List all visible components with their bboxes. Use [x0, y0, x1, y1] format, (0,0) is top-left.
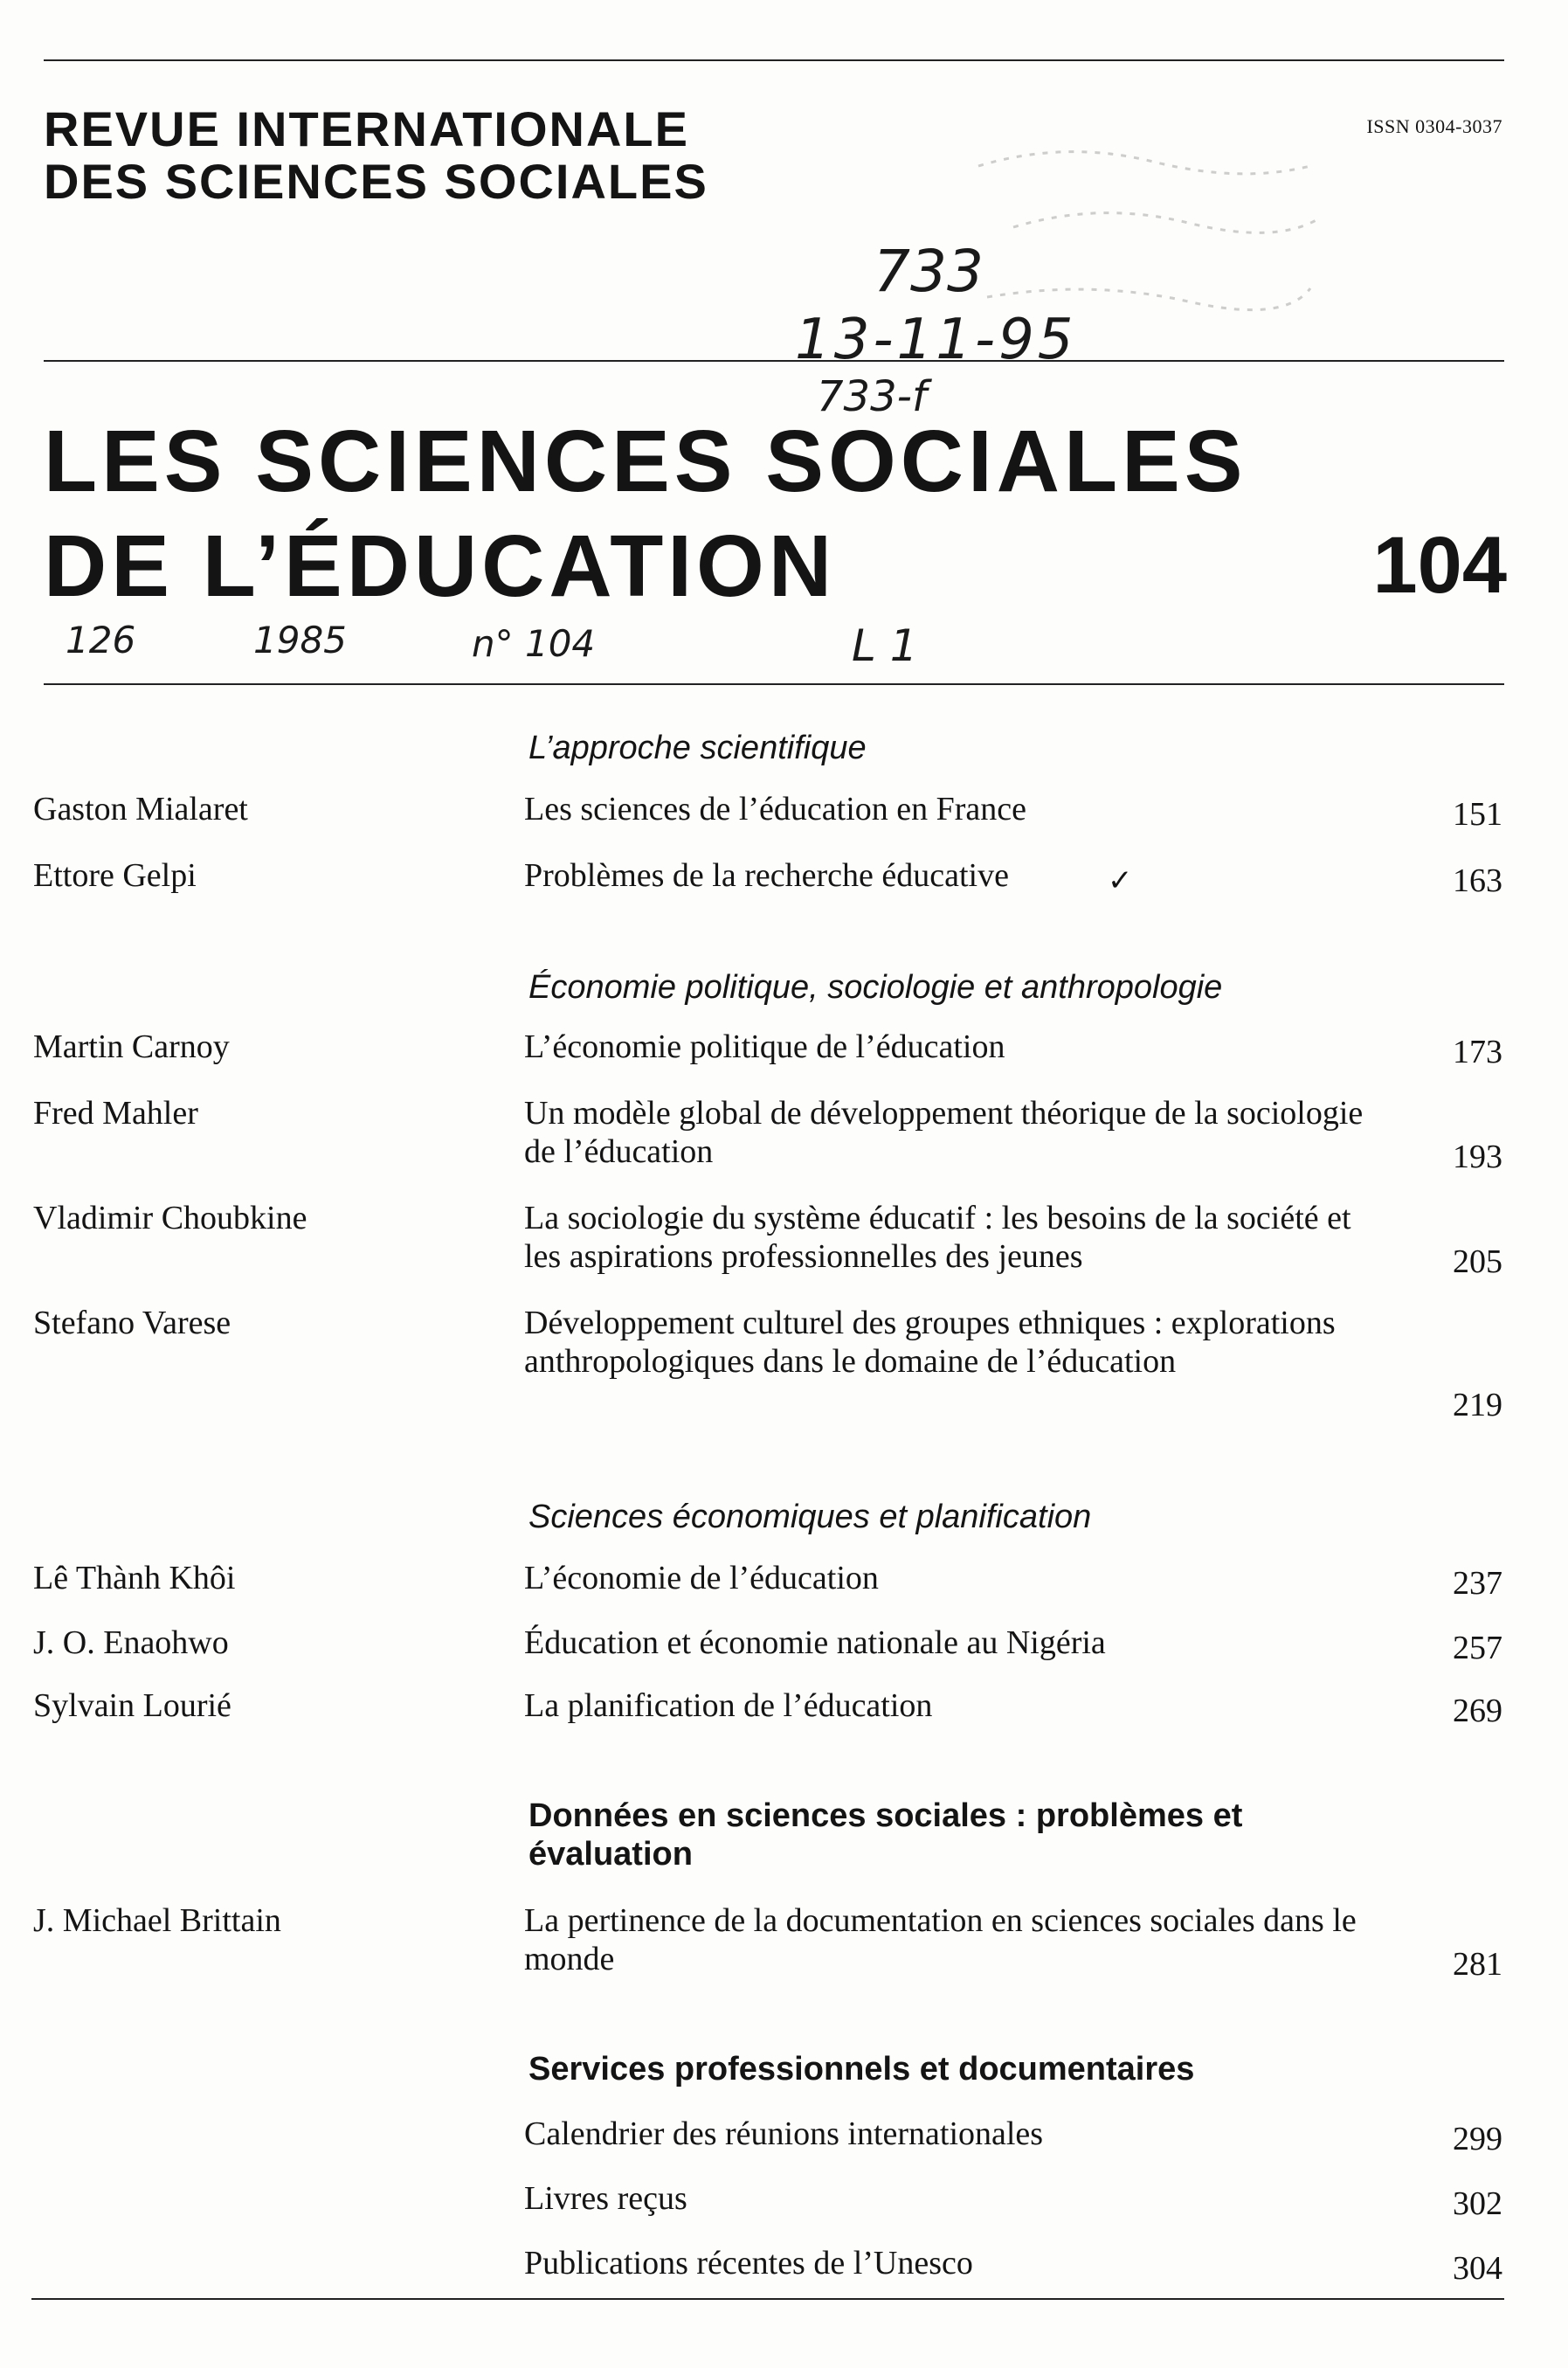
entry-title: Problèmes de la recherche éducative	[524, 857, 1009, 894]
section-heading: Économie politique, sociologie et anthropologie	[528, 969, 1223, 1006]
bottom-rule	[31, 2298, 1504, 2300]
issue-number: 104	[1372, 521, 1507, 610]
section-heading: Services professionnels et documentaires	[528, 2051, 1195, 2088]
entry-page: 304	[1453, 2250, 1502, 2287]
entry-title: Livres reçus	[524, 2180, 687, 2217]
entry-title: La sociologie du système éducatif : les besoins de la société et les aspirations professionnelles des jeunes	[524, 1200, 1351, 1275]
section-heading: Données en sciences sociales : problèmes et évaluation	[528, 1797, 1243, 1873]
entry-page: 193	[1453, 1139, 1502, 1175]
title-top-rule	[44, 360, 1504, 362]
handwritten-number: 733	[874, 238, 984, 305]
entry-author: Gaston Mialaret	[33, 791, 248, 827]
entry-page: 237	[1453, 1565, 1502, 1602]
entry-title: Calendrier des réunions internationales	[524, 2115, 1044, 2152]
entry-page: 257	[1453, 1630, 1502, 1666]
journal-masthead	[44, 103, 708, 208]
issue-title-line-1: LES SCIENCES SOCIALES	[44, 412, 1247, 510]
entry-page: 163	[1453, 862, 1502, 899]
entry-title: L’économie de l’éducation	[524, 1560, 879, 1596]
entry-title: Publications récentes de l’Unesco	[524, 2245, 973, 2281]
issue-title	[44, 409, 1247, 619]
entry-page: 173	[1453, 1034, 1502, 1070]
entry-page: 219	[1453, 1387, 1502, 1423]
section-heading: L’approche scientifique	[528, 730, 867, 766]
handwritten-year: 1985	[253, 619, 347, 661]
entry-title: Les sciences de l’éducation en France	[524, 791, 1027, 827]
section-heading: Sciences économiques et planification	[528, 1499, 1092, 1535]
entry-author: Lê Thành Khôi	[33, 1560, 236, 1596]
handwritten-issue: n° 104	[472, 622, 596, 665]
entry-page: 281	[1453, 1946, 1502, 1983]
top-rule	[44, 59, 1504, 61]
entry-title: La pertinence de la documentation en sciences sociales dans le monde	[524, 1902, 1357, 1977]
handwritten-ref: 126	[66, 619, 136, 661]
issn: ISSN 0304-3037	[1366, 115, 1502, 137]
title-bottom-rule	[44, 683, 1504, 685]
handwritten-shelf: L 1	[852, 620, 918, 671]
entry-page: 302	[1453, 2185, 1502, 2222]
entry-page: 299	[1453, 2121, 1502, 2157]
masthead-line-1: REVUE INTERNATIONALE	[44, 101, 689, 156]
entry-author: Ettore Gelpi	[33, 857, 197, 894]
issue-title-line-2: DE L’ÉDUCATION	[44, 517, 837, 615]
entry-author: J. Michael Brittain	[33, 1902, 281, 1939]
entry-author: Vladimir Choubkine	[33, 1200, 307, 1236]
entry-title: Développement culturel des groupes ethniques : explorations anthropologiques dans le domaine de l’éducation	[524, 1305, 1336, 1380]
entry-title: Éducation et économie nationale au Nigéria	[524, 1624, 1106, 1661]
masthead-line-2: DES SCIENCES SOCIALES	[44, 154, 708, 209]
entry-title: L’économie politique de l’éducation	[524, 1028, 1005, 1065]
entry-author: Stefano Varese	[33, 1305, 231, 1341]
handwritten-date: 13-11-95	[795, 308, 1077, 372]
entry-author: Sylvain Lourié	[33, 1687, 231, 1724]
check-mark-icon: ✓	[1108, 863, 1133, 898]
entry-title: La planification de l’éducation	[524, 1687, 933, 1724]
entry-page: 205	[1453, 1243, 1502, 1280]
handwritten-code: 733-f	[817, 372, 927, 421]
entry-author: J. O. Enaohwo	[33, 1624, 229, 1661]
entry-author: Fred Mahler	[33, 1095, 198, 1132]
entry-page: 151	[1453, 796, 1502, 833]
entry-title: Un modèle global de développement théorique de la sociologie de l’éducation	[524, 1095, 1364, 1170]
entry-page: 269	[1453, 1693, 1502, 1729]
entry-author: Martin Carnoy	[33, 1028, 230, 1065]
